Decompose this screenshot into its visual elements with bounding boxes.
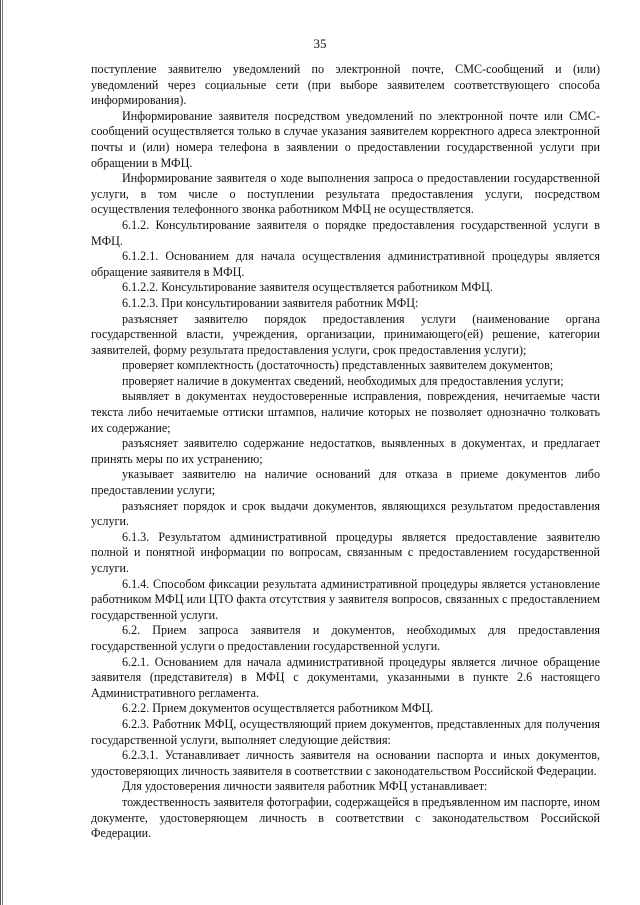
paragraph: указывает заявителю на наличие оснований для отказа в приеме документов либо предоставлении услуги; <box>91 467 600 498</box>
paragraph: Информирование заявителя о ходе выполнения запроса о предоставлении государственной услуги, в том числе о поступлении результата предоставления услуги, посредством осуществления телефонного звонка работником МФЦ не осуществляется. <box>91 171 600 217</box>
paragraph: разъясняет порядок и срок выдачи документов, являющихся результатом предоставления услуги. <box>91 498 600 529</box>
paragraph: 6.2. Прием запроса заявителя и документов, необходимых для предоставления государственной услуги о предоставлении государственной услуги. <box>91 623 600 653</box>
paragraph: 6.2.1. Основанием для начала административной процедуры является личное обращение заявителя (представителя) в МФЦ с документами, указанными в пункте 2.6 настоящего Административного регламента. <box>91 654 600 700</box>
paragraph: 6.2.3. Работник МФЦ, осуществляющий прием документов, представленных для получения государственной услуги, выполняет следующие действия: <box>91 716 600 747</box>
document-body <box>91 62 600 842</box>
paragraph: 6.1.2.3. При консультировании заявителя работник МФЦ: <box>122 295 419 310</box>
paragraph: 6.1.2. Консультирование заявителя о порядке предоставления государственной услуги в МФЦ. <box>91 217 600 248</box>
page-number: 35 <box>313 36 327 51</box>
page-scan-edge <box>0 0 4 905</box>
paragraph: проверяет комплектность (достаточность) представленных заявителем документов; <box>122 358 554 373</box>
paragraph: Информирование заявителя посредством уведомлений по электронной почте или СМС-сообщений осуществляется только в случае указания заявителем корректного адреса электронной почты и (или) номера телефона в заявлении о предоставлении государственной услуги при обращении в МФЦ. <box>91 108 600 170</box>
paragraph: разъясняет заявителю содержание недостатков, выявленных в документах, и предлагает принять меры по их устранению; <box>91 436 600 466</box>
paragraph: 6.1.2.1. Основанием для начала осуществления административной процедуры является обращение заявителя в МФЦ. <box>91 249 600 279</box>
paragraph: тождественность заявителя фотографии, содержащейся в предъявленном им паспорте, ином документе, удостоверяющем личность в соответствии с законодательством Российской Федерации. <box>91 794 600 841</box>
paragraph: 6.1.4. Способом фиксации результата административной процедуры является установление работником МФЦ или ЦТО факта отсутствия у заявителя вопросов, связанных с предоставлением государственной услуги. <box>91 576 600 622</box>
paragraph: разъясняет заявителю порядок предоставления услуги (наименование органа государственной власти, учреждения, организации, принимающего(ей) решение, категории заявителей, форму результата предоставления услуги, срок предоставления услуги); <box>91 311 600 357</box>
paragraph: 6.2.3.1. Устанавливает личность заявителя на основании паспорта и иных документов, удостоверяющих личность заявителя в соответствии с законодательством Российской Федерации. <box>91 748 600 778</box>
paragraph: поступление заявителю уведомлений по электронной почте, СМС-сообщений и (или) уведомлений через социальные сети (при выборе заявителем соответствующего способа информирования). <box>91 62 600 108</box>
paragraph: проверяет наличие в документах сведений, необходимых для предоставления услуги; <box>122 373 564 388</box>
paragraph: 6.1.2.2. Консультирование заявителя осуществляется работником МФЦ. <box>122 280 493 295</box>
paragraph: Для удостоверения личности заявителя работник МФЦ устанавливает: <box>122 779 488 794</box>
paragraph: выявляет в документах неудостоверенные исправления, повреждения, нечитаемые части текста либо нечитаемые оттиски штампов, наличие которых не позволяет однозначно толковать их содержание; <box>91 389 600 435</box>
paragraph: 6.1.3. Результатом административной процедуры является предоставление заявителю полной и понятной информации по вопросам, связанным с предоставлением государственной услуги. <box>91 529 600 575</box>
paragraph: 6.2.2. Прием документов осуществляется работником МФЦ. <box>122 701 434 716</box>
